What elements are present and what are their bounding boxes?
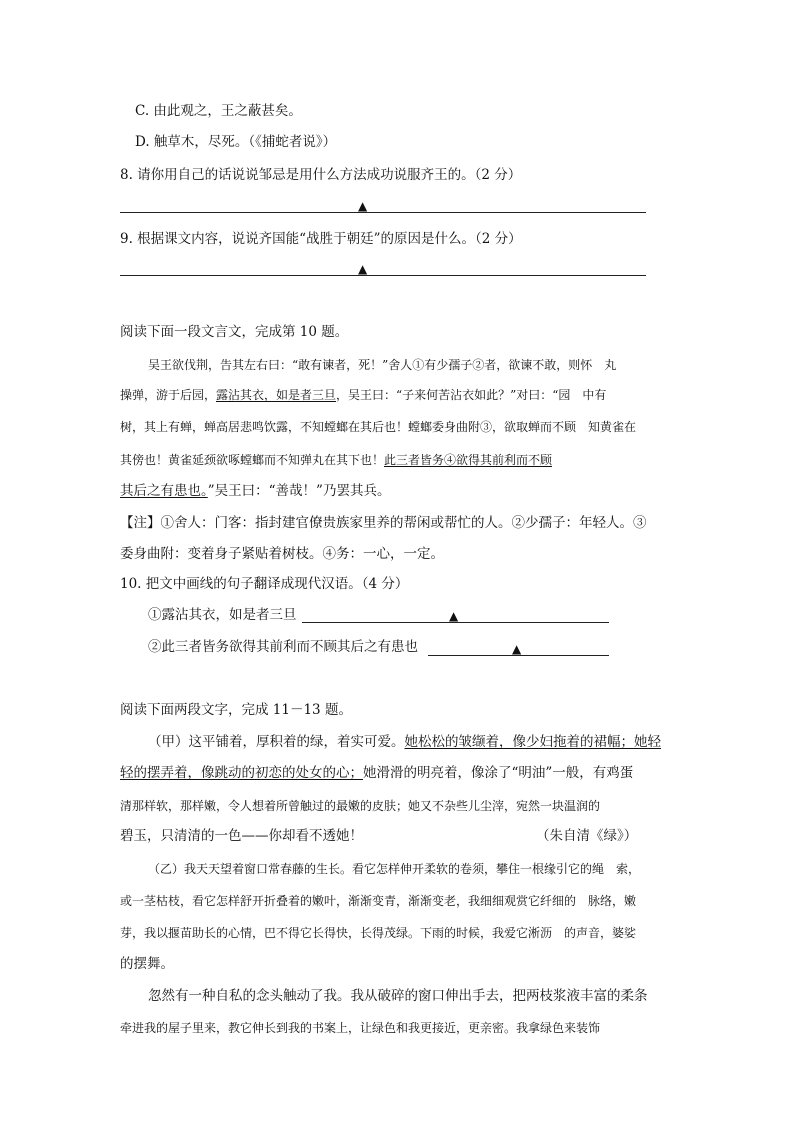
jia-underlined-1: 她松松的皱缬着，像少妇拖着的裙幅；她轻 xyxy=(404,734,661,750)
option-d: D. 触草木，尽死。（《捕蛇者说》） xyxy=(135,134,337,150)
yi-line-1: （乙）我天天望着窗口常春藤的生长。看它怎样伸开柔软的卷须，攀住一根缘引它的绳 索， xyxy=(148,862,641,876)
answer-marker-q10-1: ▲ xyxy=(449,609,459,623)
option-c: C. 由此观之，王之蔽甚矣。 xyxy=(135,103,302,119)
passage-line-2 xyxy=(120,386,606,404)
note-line-1: 【注】①舍人：门客：指封建官僚贵族家里养的帮闲或帮忙的人。②少孺子：年轻人。③ xyxy=(120,515,647,531)
underlined-sentence-2a: 此三者皆务④欲得其前利而不顾 xyxy=(384,453,553,467)
answer-marker-q8: ▲ xyxy=(358,199,368,213)
note-line-2: 委身曲附：变着身子紧贴着树枝。④务：一心，一定。 xyxy=(120,546,444,562)
jia-line-4: 碧玉，只清清的一色——你却看不透她！ xyxy=(120,828,363,844)
passage-line-5-b: ”吴王曰：“善哉！”乃罢其兵。 xyxy=(207,483,391,499)
question-10-item-1: ①露沾其衣，如是者三旦 xyxy=(148,607,297,623)
question-10-item-2: ②此三者皆务欲得其前利而不顾其后之有患也 xyxy=(148,639,418,655)
yi-line-5: 忽然有一种自私的念头触动了我。我从破碎的窗口伸出手去，把两枝浆液丰富的柔条 xyxy=(148,988,648,1004)
answer-marker-q10-2: ▲ xyxy=(512,642,522,656)
question-9: 9. 根据课文内容，说说齐国能“战胜于朝廷”的原因是什么。（2 分） xyxy=(120,231,522,247)
passage-line-4 xyxy=(120,451,552,469)
jia-line-2-b: 她滑滑的明亮着，像涂了“明油”一般，有鸡蛋 xyxy=(363,765,634,781)
underlined-sentence-1: 露沾其衣，如是者三旦 xyxy=(216,388,337,402)
jia-line-1 xyxy=(148,733,661,751)
yi-line-2: 或一茎枯枝，看它怎样舒开折叠着的嫩叶，渐渐变青，渐渐变老，我细细观赏它纤细的 脉络，嫩 xyxy=(120,894,637,908)
jia-source: （朱自清《绿》） xyxy=(536,828,638,844)
yi-line-6: 牵进我的屋子里来，教它伸长到我的书案上，让绿色和我更接近，更亲密。我拿绿色来装饰 xyxy=(120,1021,601,1035)
section-10-intro: 阅读下面一段文言文，完成第 10 题。 xyxy=(120,324,349,340)
yi-line-3: 芽，我以揠苗助长的心情，巴不得它长得快，长得茂绿。下雨的时候，我爱它淅沥 的声音，婆娑 xyxy=(120,926,637,940)
question-10: 10. 把文中画线的句子翻译成现代汉语。（4 分） xyxy=(120,576,409,592)
section-11-intro: 阅读下面两段文字，完成 11－13 题。 xyxy=(120,702,352,718)
passage-line-3: 树，其上有蝉，蝉高居悲鸣饮露，不知螳螂在其后也！螳螂委身曲附③，欲取蝉而不顾 知黄雀在 xyxy=(120,420,637,434)
question-8: 8. 请你用自己的话说说邹忌是用什么方法成功说服齐王的。（2 分） xyxy=(120,167,522,183)
passage-line-4-a: 其傍也！黄雀延颈欲啄螳螂而不知弹丸在其下也！ xyxy=(120,453,385,467)
answer-marker-q9: ▲ xyxy=(358,262,368,276)
jia-line-3: 清那样软，那样嫩，令人想着所曾触过的最嫩的皮肤；她又不杂些儿尘滓，宛然一块温润的 xyxy=(120,799,601,813)
jia-underlined-2: 轻的摆弄着，像跳动的初恋的处女的心； xyxy=(120,765,363,781)
passage-line-1: 吴王欲伐荆，告其左右曰：“敢有谏者，死！”舍人①有少孺子②者，欲谏不敢，则怀 丸 xyxy=(148,358,617,372)
yi-line-4: 的摆舞。 xyxy=(120,956,174,972)
underlined-sentence-2b: 其后之有患也。 xyxy=(120,483,208,499)
passage-line-2-a: 操弹，游于后园， xyxy=(120,388,217,402)
passage-line-2-c: ，吴王曰：“子来何苦沾衣如此？”对曰：“园 中有 xyxy=(336,388,607,402)
jia-line-1-a: （甲）这平铺着，厚积着的绿，着实可爱。 xyxy=(148,734,405,750)
passage-line-5 xyxy=(120,482,390,500)
jia-line-2 xyxy=(120,764,633,782)
answer-line-q9[interactable] xyxy=(120,261,646,276)
answer-line-q8[interactable] xyxy=(120,198,646,213)
